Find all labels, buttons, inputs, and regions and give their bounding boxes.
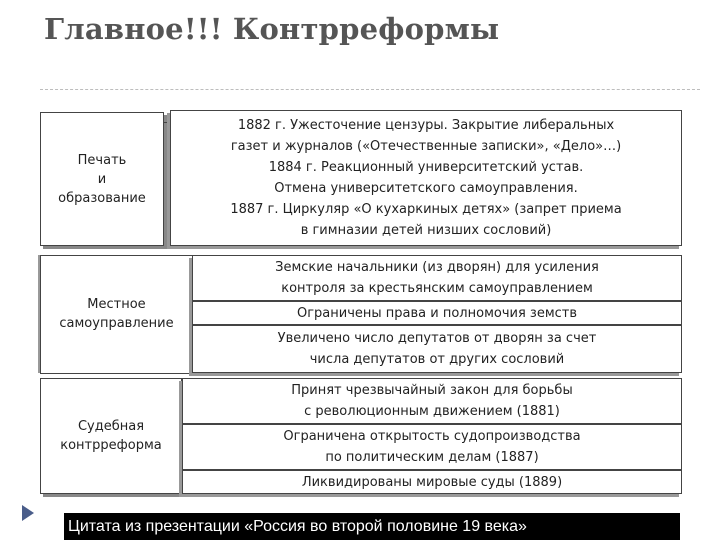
press-details-box — [170, 110, 682, 246]
judicial-item-line: Ограничена открытость судопроизводства — [283, 429, 581, 444]
press-line: 1884 г. Реакционный университетский устав. — [268, 160, 584, 175]
local-item-box — [192, 325, 682, 373]
category-label: Местное самоуправление — [59, 297, 174, 331]
press-line: 1887 г. Циркуляр «О кухаркиных детях» (запрет приема — [230, 202, 622, 217]
bullet-arrow-icon — [22, 505, 34, 521]
local-item-line: числа депутатов от других сословий — [309, 352, 565, 367]
local-item-line: контроля за крестьянским самоуправлением — [281, 281, 593, 296]
category-label: Судебная контрреформа — [60, 419, 162, 453]
page-title: Главное!!! Контрреформы — [44, 12, 500, 46]
judicial-item-line: с революционным движением (1881) — [304, 404, 560, 419]
judicial-item-line: Принят чрезвычайный закон для борьбы — [291, 383, 573, 398]
press-line: Отмена университетского самоуправления. — [274, 181, 578, 196]
category-judicial — [40, 378, 182, 494]
local-item-box — [192, 255, 682, 301]
press-line: в гимназии детей низших сословий) — [300, 223, 552, 238]
judicial-item-box — [182, 424, 682, 470]
judicial-item-line: Ликвидированы мировые суды (1889) — [301, 474, 563, 490]
footer-quote: Цитата из презентации «Россия во второй половине 19 века» — [64, 513, 680, 540]
category-local-government — [40, 255, 192, 373]
connector-line — [40, 255, 192, 256]
press-line: газет и журналов («Отечественные записки», «Дело»…) — [230, 139, 622, 154]
local-item-line: Ограничены права и полномочия земств — [296, 305, 578, 321]
judicial-item-box — [182, 378, 682, 424]
local-item-line: Увеличено число депутатов от дворян за счет — [277, 331, 597, 346]
connector-line — [40, 373, 192, 374]
category-press-education — [40, 112, 164, 246]
category-label: Печать и образование — [58, 152, 146, 206]
title-divider — [40, 89, 700, 90]
local-item-line: Земские начальники (из дворян) для усиления — [275, 260, 599, 275]
judicial-item-line: по политическим делам (1887) — [325, 450, 539, 465]
local-item-box — [192, 301, 682, 325]
judicial-item-box — [182, 470, 682, 494]
press-line: 1882 г. Ужесточение цензуры. Закрытие либеральных — [237, 118, 615, 133]
